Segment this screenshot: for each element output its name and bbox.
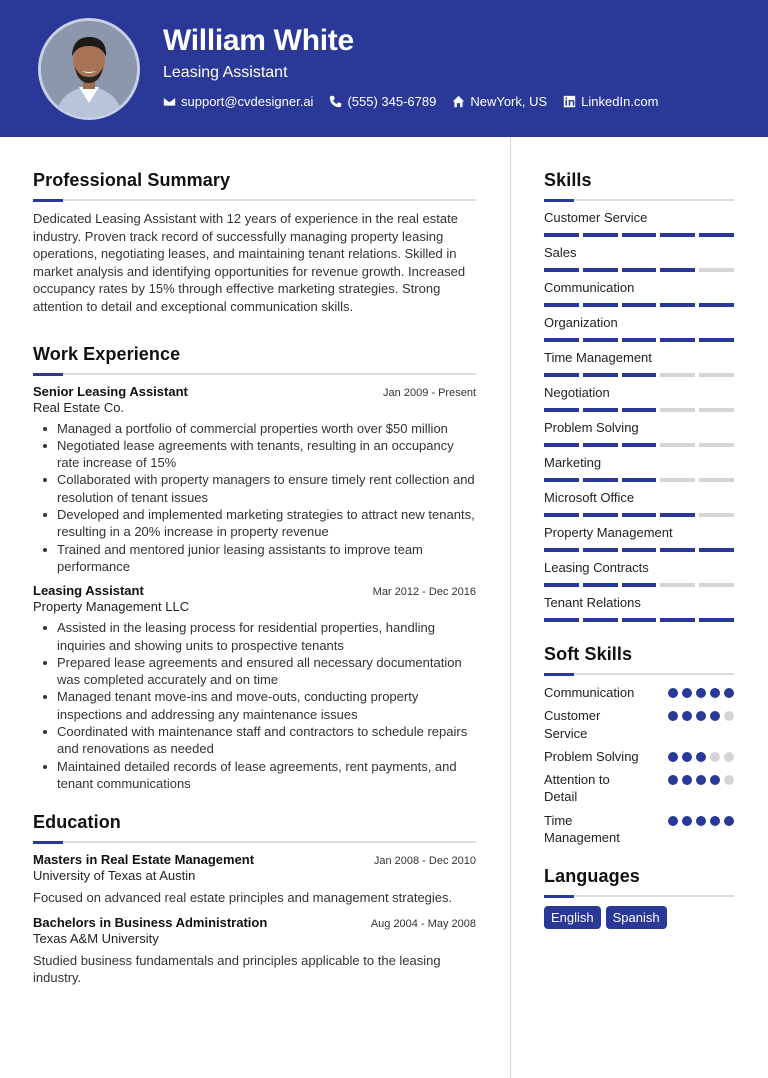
section-title: Work Experience — [33, 343, 181, 364]
skill-level-segment — [660, 408, 695, 412]
skill-level-segment — [544, 338, 579, 342]
contact-phone[interactable] — [329, 94, 436, 109]
skill-name: Sales — [544, 245, 577, 260]
skill-level-segment — [583, 408, 618, 412]
soft-skill-rating — [668, 707, 734, 742]
section-title: Professional Summary — [33, 170, 231, 190]
job-company: Property Management LLC — [33, 599, 190, 615]
skill-level-segment — [622, 618, 657, 622]
job-dates: Jan 2009 - Present — [383, 386, 476, 399]
skill-level-segment — [622, 548, 657, 552]
skill-level-bar — [544, 583, 734, 587]
language-list — [544, 906, 734, 929]
skill-name: Property Management — [544, 525, 673, 540]
skill-item — [544, 315, 734, 342]
skill-level-segment — [622, 478, 657, 482]
job-entry — [33, 384, 476, 576]
job-dates: Mar 2012 - Dec 2016 — [372, 586, 476, 599]
skill-item — [544, 560, 734, 587]
soft-skill-item — [544, 812, 734, 847]
skill-level-bar — [544, 373, 734, 377]
section-title: Soft Skills — [544, 644, 633, 664]
skill-level-bar — [544, 303, 734, 307]
skill-level-bar — [544, 618, 734, 622]
school-name: Texas A&M University — [33, 930, 159, 946]
skill-level-segment — [660, 443, 695, 447]
phone-text: (555) 345-6789 — [347, 94, 437, 109]
rating-dot — [682, 688, 692, 698]
skill-name: Marketing — [544, 455, 602, 470]
rating-dot — [710, 688, 720, 698]
skill-level-segment — [544, 583, 579, 587]
job-bullet: Maintained detailed records of lease agreements, rent payments, and tenant communications — [33, 758, 476, 793]
school-name: University of Texas at Austin — [33, 868, 196, 884]
skill-name: Customer Service — [544, 210, 648, 225]
rating-dot — [682, 752, 692, 762]
column-divider — [510, 137, 511, 1078]
education-dates: Aug 2004 - May 2008 — [370, 917, 476, 930]
job-bullet: Developed and implemented marketing strategies to attract new tenants, resulting in a 20% increase in property revenue — [33, 506, 476, 541]
skill-level-segment — [583, 373, 618, 377]
envelope-icon — [163, 95, 176, 108]
skill-level-segment — [660, 618, 695, 622]
skill-level-segment — [660, 268, 695, 272]
section-rule — [33, 373, 476, 375]
section-rule — [544, 673, 734, 675]
skill-name: Microsoft Office — [544, 490, 635, 505]
rating-dot — [696, 711, 706, 721]
skill-level-segment — [660, 233, 695, 237]
skill-item — [544, 595, 734, 622]
location-text: NewYork, US — [470, 94, 548, 109]
job-title: Senior Leasing Assistant — [33, 383, 188, 399]
rating-dot — [710, 775, 720, 785]
education-entry — [33, 852, 476, 907]
skill-level-segment — [699, 443, 734, 447]
skill-level-bar — [544, 513, 734, 517]
skill-level-segment — [583, 513, 618, 517]
job-bullet: Trained and mentored junior leasing assistants to improve team performance — [33, 541, 476, 576]
rating-dot — [724, 752, 734, 762]
skill-level-segment — [544, 408, 579, 412]
soft-skill-rating — [668, 748, 734, 765]
contact-email[interactable] — [163, 94, 313, 109]
soft-skill-name: Communication — [544, 685, 635, 700]
languages-section — [544, 866, 734, 929]
rating-dot — [668, 711, 678, 721]
contact-linkedin[interactable] — [563, 94, 658, 109]
candidate-name: William White — [163, 24, 354, 57]
job-title: Leasing Assistant — [33, 583, 144, 599]
degree-title: Bachelors in Business Administration — [33, 914, 268, 930]
job-entry — [33, 583, 476, 792]
skill-level-segment — [583, 268, 618, 272]
education-header — [33, 915, 476, 930]
home-icon — [452, 95, 465, 108]
job-company: Real Estate Co. — [33, 399, 125, 415]
skill-name: Leasing Contracts — [544, 560, 649, 575]
rating-dot — [682, 775, 692, 785]
skill-level-segment — [622, 443, 657, 447]
skill-item — [544, 455, 734, 482]
skill-name: Time Management — [544, 350, 652, 365]
job-bullet: Coordinated with maintenance staff and contractors to schedule repairs and renovations as needed — [33, 723, 476, 758]
phone-icon — [329, 95, 342, 108]
skill-level-segment — [544, 513, 579, 517]
skill-level-segment — [622, 303, 657, 307]
skill-item — [544, 385, 734, 412]
skill-level-segment — [699, 618, 734, 622]
soft-skill-item — [544, 771, 734, 806]
education-description: Focused on advanced real estate principles and management strategies. — [33, 890, 453, 906]
job-bullet: Managed a portfolio of commercial properties worth over $50 million — [33, 420, 476, 437]
side-column — [544, 170, 734, 929]
email-text: support@cvdesigner.ai — [181, 94, 314, 109]
education-description: Studied business fundamentals and principles applicable to the leasing industry. — [33, 952, 441, 986]
soft-skill-name: Attention to Detail — [544, 772, 610, 805]
skill-level-segment — [622, 583, 657, 587]
soft-skill-item — [544, 748, 734, 765]
job-header — [33, 384, 476, 399]
skill-level-segment — [660, 338, 695, 342]
job-bullet: Managed tenant move-ins and move-outs, conducting property inspections and addressing any maintenance issues — [33, 688, 476, 723]
skill-level-segment — [622, 233, 657, 237]
skill-level-segment — [544, 548, 579, 552]
soft-skill-rating — [668, 812, 734, 847]
skill-level-segment — [583, 338, 618, 342]
job-bullets — [33, 619, 476, 792]
skill-level-bar — [544, 548, 734, 552]
education-entry — [33, 915, 476, 987]
summary-section — [33, 170, 476, 316]
education-section — [33, 812, 476, 987]
skill-level-segment — [583, 548, 618, 552]
rating-dot — [668, 752, 678, 762]
rating-dot — [696, 775, 706, 785]
language-badge: Spanish — [606, 906, 667, 929]
soft-skills-list — [544, 684, 734, 846]
soft-skill-rating — [668, 684, 734, 701]
skill-level-segment — [660, 303, 695, 307]
skill-level-bar — [544, 443, 734, 447]
skill-level-segment — [583, 443, 618, 447]
skill-level-segment — [583, 583, 618, 587]
linkedin-icon — [563, 95, 576, 108]
job-bullet: Assisted in the leasing process for residential properties, handling inquiries and showing units to prospective tenants — [33, 619, 476, 654]
rating-dot — [682, 816, 692, 826]
profile-photo — [38, 18, 140, 120]
skill-level-segment — [699, 338, 734, 342]
skill-name: Problem Solving — [544, 420, 639, 435]
summary-text: Dedicated Leasing Assistant with 12 years of experience in the real estate industry. Proven track record of successfully managing property leasing operations, negotiating leases, and maintaining tenant relations. Skilled in market analysis and identifying opportunities for revenue growth. Increased occupancy rates by 15% through effective marketing strategies. Strong attention to detail and exceptional communication skills. — [33, 211, 466, 314]
skill-level-segment — [622, 408, 657, 412]
soft-skill-name: Problem Solving — [544, 748, 639, 764]
skill-item — [544, 210, 734, 237]
job-bullets — [33, 420, 476, 576]
skill-level-segment — [583, 303, 618, 307]
skill-level-segment — [699, 233, 734, 237]
skill-level-bar — [544, 408, 734, 412]
rating-dot — [724, 711, 734, 721]
education-list — [33, 852, 476, 987]
main-column — [33, 170, 476, 987]
skills-list — [544, 210, 734, 622]
rating-dot — [668, 816, 678, 826]
rating-dot — [724, 775, 734, 785]
skill-name: Communication — [544, 280, 635, 295]
job-bullet: Collaborated with property managers to ensure timely rent collection and resolution of tenant issues — [33, 471, 476, 506]
skill-level-bar — [544, 268, 734, 272]
rating-dot — [710, 816, 720, 826]
skill-level-segment — [699, 548, 734, 552]
skill-name: Organization — [544, 315, 618, 330]
skill-level-segment — [660, 373, 695, 377]
soft-skill-name: Customer Service — [544, 708, 601, 741]
soft-skill-item — [544, 684, 734, 701]
skill-level-segment — [544, 478, 579, 482]
skill-level-segment — [583, 478, 618, 482]
rating-dot — [668, 688, 678, 698]
skill-level-bar — [544, 233, 734, 237]
section-rule — [544, 895, 734, 897]
skill-level-segment — [622, 268, 657, 272]
skill-level-segment — [699, 583, 734, 587]
skill-level-segment — [699, 268, 734, 272]
section-title: Skills — [544, 170, 592, 190]
skill-level-segment — [699, 373, 734, 377]
skill-level-segment — [544, 233, 579, 237]
section-rule — [33, 841, 476, 843]
linkedin-text: LinkedIn.com — [581, 94, 659, 109]
skill-level-bar — [544, 338, 734, 342]
language-badge: English — [544, 906, 601, 929]
rating-dot — [696, 816, 706, 826]
skill-item — [544, 420, 734, 447]
skill-level-segment — [583, 233, 618, 237]
skill-item — [544, 490, 734, 517]
skill-name: Negotiation — [544, 385, 610, 400]
skill-level-segment — [699, 303, 734, 307]
skill-level-segment — [622, 373, 657, 377]
rating-dot — [724, 688, 734, 698]
job-list — [33, 384, 476, 793]
skill-level-segment — [622, 338, 657, 342]
section-rule — [544, 199, 734, 201]
rating-dot — [682, 711, 692, 721]
rating-dot — [710, 752, 720, 762]
rating-dot — [668, 775, 678, 785]
job-bullet: Negotiated lease agreements with tenants, resulting in an occupancy rate increase of 15% — [33, 437, 476, 472]
rating-dot — [724, 816, 734, 826]
contact-bar — [163, 94, 659, 109]
skill-level-segment — [660, 513, 695, 517]
job-header — [33, 583, 476, 598]
header — [0, 0, 768, 137]
skill-item — [544, 245, 734, 272]
skill-level-segment — [544, 303, 579, 307]
experience-section — [33, 344, 476, 793]
job-bullet: Prepared lease agreements and ensured all necessary documentation was completed accurately and on time — [33, 654, 476, 689]
skills-section — [544, 170, 734, 622]
skill-level-segment — [622, 513, 657, 517]
section-rule — [33, 199, 476, 201]
skill-item — [544, 350, 734, 377]
skill-level-segment — [544, 373, 579, 377]
rating-dot — [696, 752, 706, 762]
skill-level-segment — [660, 583, 695, 587]
soft-skill-rating — [668, 771, 734, 806]
skill-level-bar — [544, 478, 734, 482]
candidate-role: Leasing Assistant — [163, 64, 288, 81]
section-title: Education — [33, 812, 121, 833]
rating-dot — [710, 711, 720, 721]
degree-title: Masters in Real Estate Management — [33, 852, 255, 868]
education-dates: Jan 2008 - Dec 2010 — [373, 855, 476, 868]
contact-location — [452, 94, 547, 109]
skill-item — [544, 280, 734, 307]
skill-level-segment — [544, 268, 579, 272]
rating-dot — [696, 688, 706, 698]
skill-level-segment — [699, 478, 734, 482]
skill-item — [544, 525, 734, 552]
soft-skill-item — [544, 707, 734, 742]
skill-level-segment — [544, 618, 579, 622]
skill-level-segment — [699, 408, 734, 412]
skill-level-segment — [544, 443, 579, 447]
skill-name: Tenant Relations — [544, 595, 641, 610]
section-title: Languages — [544, 866, 640, 887]
skill-level-segment — [660, 548, 695, 552]
skill-level-segment — [699, 513, 734, 517]
education-header — [33, 852, 476, 867]
skill-level-segment — [583, 618, 618, 622]
soft-skills-section — [544, 644, 734, 846]
soft-skill-name: Time Management — [544, 812, 620, 846]
skill-level-segment — [660, 478, 695, 482]
